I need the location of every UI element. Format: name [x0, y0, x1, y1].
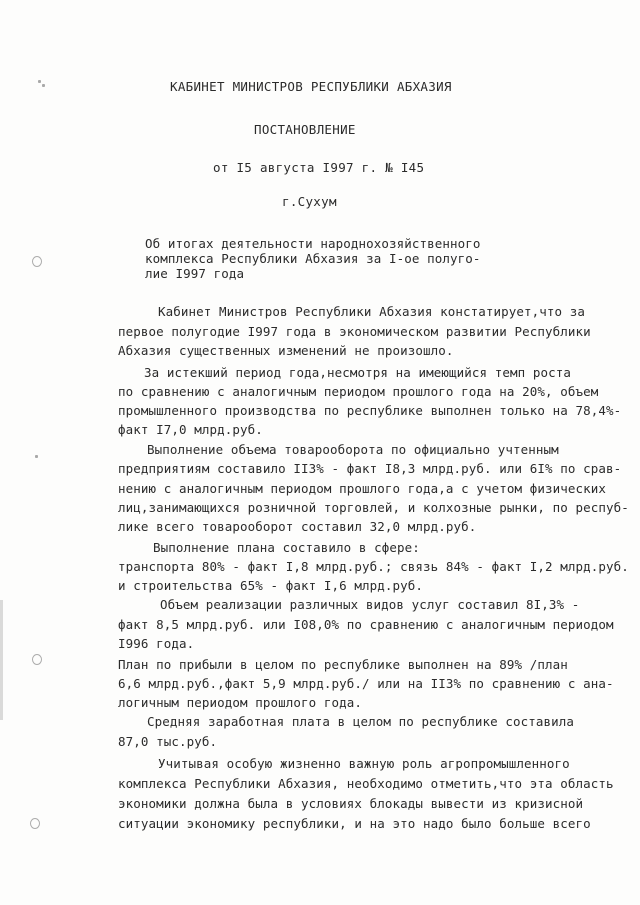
body-line: факт I7,0 млрд.руб.	[118, 422, 263, 437]
body-line: по сравнению с аналогичным периодом прошлого года на 20%, объем	[118, 384, 599, 399]
punch-hole-mark	[30, 818, 40, 829]
body-line: Абхазия существенных изменений не произошло.	[118, 343, 454, 358]
body-line: Объем реализации различных видов услуг составил 8I,3% -	[160, 597, 580, 612]
body-line: ситуации экономику республики, и на это надо было больше всего	[118, 816, 591, 831]
body-line: и строительства 65% - факт I,6 млрд.руб.	[118, 578, 424, 593]
document-date-number: от I5 августа I997 г. № I45	[213, 160, 425, 175]
body-line: первое полугодие I997 года в экономическом развитии Республики	[118, 324, 591, 339]
body-line: План по прибыли в целом по республике выполнен на 89% /план	[118, 657, 568, 672]
document-type: ПОСТАНОВЛЕНИЕ	[254, 122, 356, 137]
scan-edge-shadow	[0, 600, 3, 720]
body-line: I996 года.	[118, 636, 195, 651]
scan-speck	[42, 84, 45, 87]
body-line: 87,0 тыс.руб.	[118, 734, 218, 749]
body-line: Средняя заработная плата в целом по республике составила	[147, 714, 575, 729]
subject-line: комплекса Республики Абхазия за I-ое полуго-	[145, 251, 481, 266]
body-line: промышленного производства по республике выполнен только на 78,4%-	[118, 403, 622, 418]
scan-speck	[38, 80, 41, 83]
scan-speck	[35, 455, 38, 458]
body-line: нению с аналогичным периодом прошлого года,а с учетом физических	[118, 481, 607, 496]
body-line: экономики должна была в условиях блокады вывести из кризисной	[118, 796, 584, 811]
body-line: транспорта 80% - факт I,8 млрд.руб.; связь 84% - факт I,2 млрд.руб.	[118, 559, 629, 574]
subject-line: Об итогах деятельности народнохозяйственного	[145, 236, 481, 251]
body-line: Выполнение плана составило в сфере:	[153, 540, 420, 555]
body-line: За истекший период года,несмотря на имеющийся темп роста	[144, 365, 572, 380]
body-line: лиц,занимающихся розничной торговлей, и колхозные рынки, по респуб-	[118, 500, 629, 515]
body-line: комплекса Республики Абхазия, необходимо отметить,что эта область	[118, 776, 614, 791]
document-city: г.Сухум	[282, 194, 337, 209]
body-line: предприятиям составило II3% - факт I8,3 млрд.руб. или 6I% по срав-	[118, 461, 622, 476]
body-line: 6,6 млрд.руб.,факт 5,9 млрд.руб./ или на II3% по сравнению с ана-	[118, 676, 614, 691]
body-line: Учитывая особую жизненно важную роль агропромышленного	[158, 756, 570, 771]
org-title: КАБИНЕТ МИНИСТРОВ РЕСПУБЛИКИ АБХАЗИЯ	[170, 79, 452, 94]
body-line: лике всего товарооборот составил 32,0 млрд.руб.	[118, 519, 477, 534]
punch-hole-mark	[32, 654, 42, 665]
body-line: логичным периодом прошлого года.	[118, 695, 363, 710]
body-line: факт 8,5 млрд.руб. или I08,0% по сравнению с аналогичным периодом	[118, 617, 614, 632]
body-line: Выполнение объема товарооборота по официально учтенным	[147, 442, 559, 457]
punch-hole-mark	[32, 256, 42, 267]
body-line: Кабинет Министров Республики Абхазия констатирует,что за	[158, 304, 586, 319]
subject-line: лие I997 года	[145, 266, 245, 281]
